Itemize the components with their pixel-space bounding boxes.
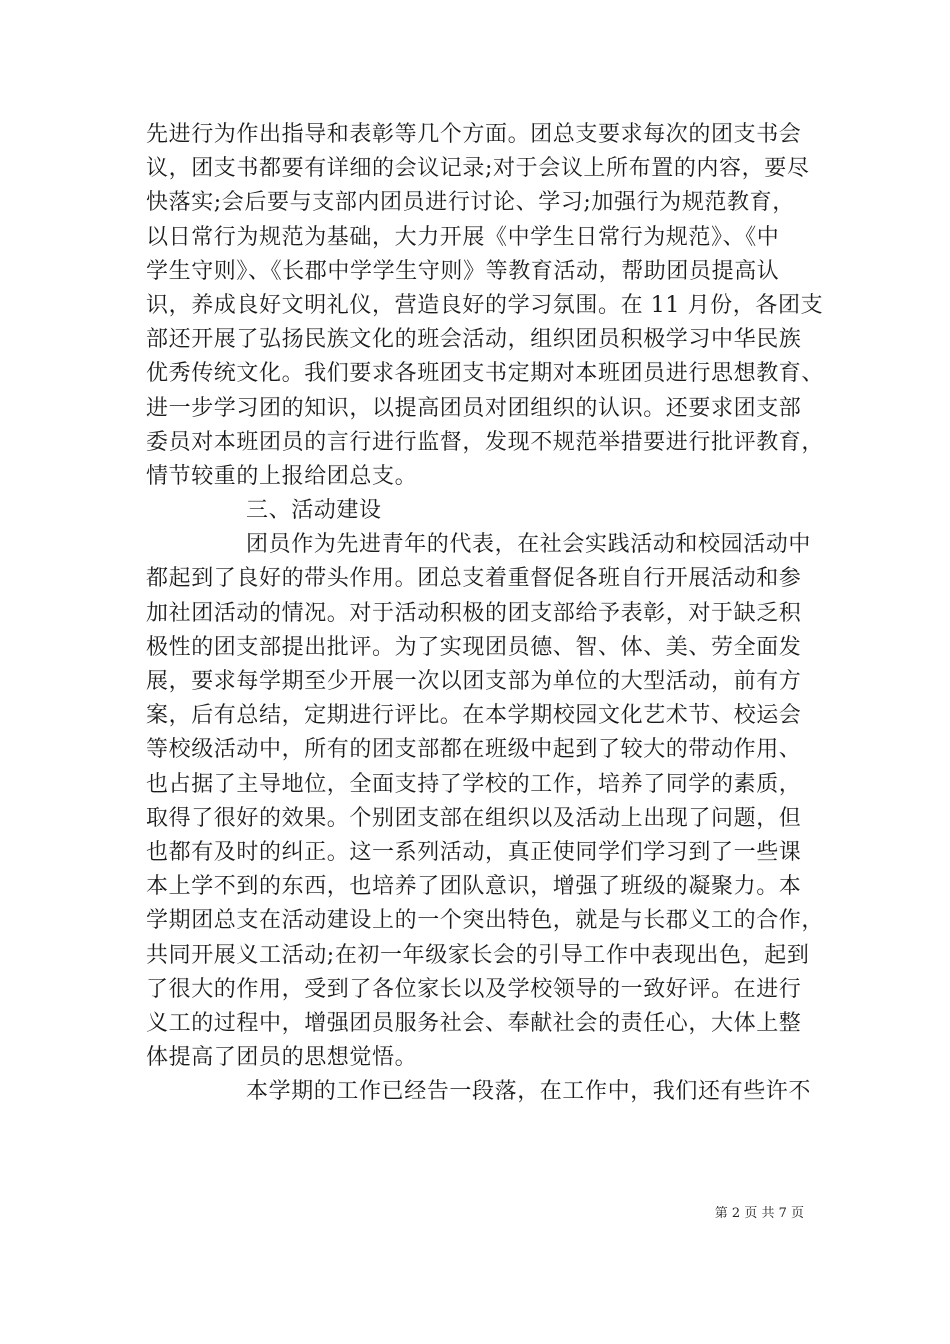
- text-line: 情节较重的上报给团总支。: [146, 463, 418, 489]
- text-line: 部还开展了弘扬民族文化的班会活动，组织团员积极学习中华民族: [146, 327, 802, 353]
- text-line: 识，养成良好文明礼仪，营造良好的学习氛围。在 11 月份，各团支: [146, 292, 824, 318]
- text-line: 义工的过程中，增强团员服务社会、奉献社会的责任心，大体上整: [146, 1010, 802, 1036]
- text-line: 取得了很好的效果。个别团支部在组织以及活动上出现了问题，但: [146, 805, 802, 831]
- text-line: 先进行为作出指导和表彰等几个方面。团总支要求每次的团支书会: [146, 122, 802, 147]
- text-line: 等校级活动中，所有的团支部都在班级中起到了较大的带动作用、: [146, 737, 802, 763]
- text-line: 以日常行为规范为基础，大力开展《中学生日常行为规范》、《中: [146, 224, 780, 250]
- text-line: 体提高了团员的思想觉悟。: [146, 1045, 418, 1071]
- text-line: 共同开展义工活动;在初一年级家长会的引导工作中表现出色，起到: [146, 942, 810, 968]
- text-line: 进一步学习团的知识，以提高团员对团组织的认识。还要求团支部: [146, 395, 802, 421]
- text-line: 了很大的作用，受到了各位家长以及学校领导的一致好评。在进行: [146, 976, 802, 1002]
- text-line: 学期团总支在活动建设上的一个突出特色，就是与长郡义工的合作，: [146, 908, 825, 934]
- text-line: 优秀传统文化。我们要求各班团支书定期对本班团员进行思想教育、: [146, 361, 825, 387]
- text-line: 快落实;会后要与支部内团员进行讨论、学习;加强行为规范教育，: [146, 190, 795, 216]
- text-line: 极性的团支部提出批评。为了实现团员德、智、体、美、劳全面发: [146, 634, 802, 660]
- text-line: 展，要求每学期至少开展一次以团支部为单位的大型活动，前有方: [146, 669, 802, 694]
- text-line: 也都有及时的纠正。这一系列活动，真正使同学们学习到了一些课: [146, 839, 802, 865]
- paragraph-first-line: 本学期的工作已经告一段落，在工作中，我们还有些许不: [246, 1079, 812, 1105]
- text-line: 也占据了主导地位，全面支持了学校的工作，培养了同学的素质，: [146, 771, 802, 797]
- text-line: 学生守则》、《长郡中学学生守则》等教育活动，帮助团员提高认: [146, 258, 780, 284]
- text-line: 都起到了良好的带头作用。团总支着重督促各班自行开展活动和参: [146, 566, 802, 592]
- text-line: 议，团支书都要有详细的会议记录;对于会议上所布置的内容，要尽: [146, 156, 810, 182]
- body-text: [146, 118, 826, 1109]
- section-heading: 三、活动建设: [246, 498, 382, 524]
- page-number-footer: 第 2 页 共 7 页: [714, 1206, 804, 1221]
- text-line: 加社团活动的情况。对于活动积极的团支部给予表彰，对于缺乏积: [146, 600, 802, 626]
- text-line: 案，后有总结，定期进行评比。在本学期校园文化艺术节、校运会: [146, 703, 802, 729]
- text-line: 本上学不到的东西，也培养了团队意识，增强了班级的凝聚力。本: [146, 874, 802, 900]
- text-line: 委员对本班团员的言行进行监督，发现不规范举措要进行批评教育，: [146, 429, 825, 455]
- paragraph-first-line: 团员作为先进青年的代表，在社会实践活动和校园活动中: [246, 532, 812, 558]
